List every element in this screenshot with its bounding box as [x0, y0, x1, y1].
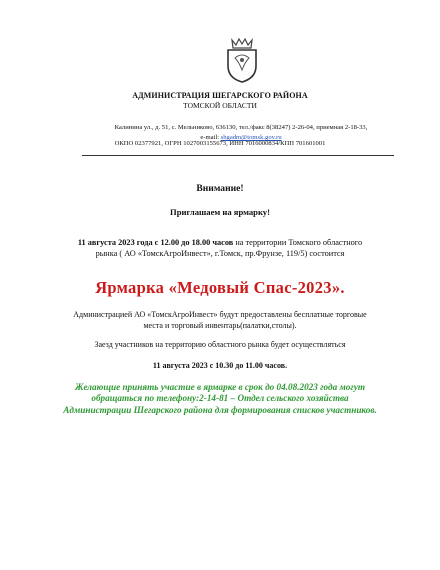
event-date: 11 августа 2023 года с 12.00 до 18.00 часов	[77, 238, 234, 247]
registration-ids: ОКПО 02377921, ОГРН 1027003155673, ИНН 7016000834/КПП 701601001	[114, 140, 326, 147]
header-divider	[82, 155, 394, 156]
invitation-heading: Приглашаем на ярмарку!	[170, 207, 270, 217]
email-label: e-mail:	[200, 134, 221, 141]
info-paragraph: Администрацией АО «ТомскАгроИнвест» будут предоставлены бесплатные торговые места и торговый инвентарь(палатки,столы).	[73, 310, 367, 330]
org-region: ТОМСКОЙ ОБЛАСТИ	[183, 101, 257, 110]
org-name: АДМИНИСТРАЦИЯ ШЕГАРСКОГО РАЙОНА	[132, 91, 308, 100]
entry-time: 11 августа 2023 с 10.30 до 11.00 часов.	[152, 361, 288, 370]
attention-heading: Внимание!	[196, 183, 244, 194]
email-link[interactable]: shgadm@tomsk.gov.ru	[220, 134, 282, 141]
address-line: Калинина ул., д. 51, с. Мельниково, 636130, тел./факс 8(38247) 2-26-04, приемная 2-18-33,	[114, 124, 368, 131]
event-location: на территории Томского областного рынка ( АО «ТомскАгроИнвест», г.Томск, пр.Фрунзе, 119/5) состоится	[95, 238, 363, 258]
coat-of-arms-icon	[222, 36, 262, 84]
event-date-paragraph	[70, 237, 370, 259]
contact-paragraph: Желающие принять участие в ярмарке в срок до 04.08.2023 года могут обращаться по телефону:2-14-81 – Отдел сельского хозяйства Администрации Шегарского района для формирования списков участников.	[63, 382, 377, 415]
fair-title: Ярмарка «Медовый Спас-2023».	[95, 278, 345, 297]
entry-paragraph: Заезд участников на территорию областного рынка будет осуществляться	[94, 340, 346, 349]
